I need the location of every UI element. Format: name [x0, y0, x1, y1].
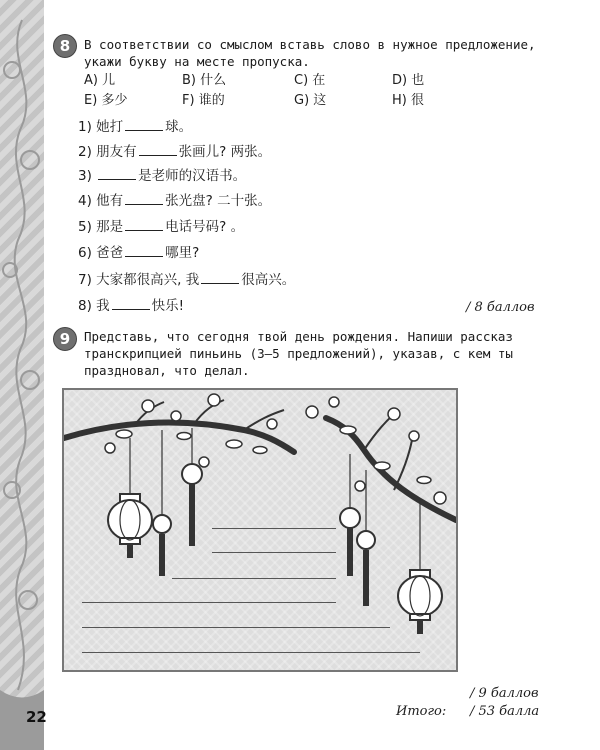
- writing-line[interactable]: [82, 602, 336, 603]
- sentence-before: 他有: [96, 193, 124, 209]
- writing-line[interactable]: [212, 552, 336, 553]
- task-9-instruction-line1: Представь, что сегодня твой день рождения. Напиши рассказ: [84, 329, 513, 344]
- sentence-after: 快乐!: [151, 298, 185, 314]
- task-8-instruction-line2: укажи букву на месте пропуска.: [84, 54, 310, 69]
- sentence-after: 电话号码? 。: [165, 219, 245, 235]
- option-d: [392, 72, 424, 89]
- option-word: 什么: [200, 73, 227, 88]
- sentence-after: 球。: [165, 119, 193, 135]
- sentence-after: 哪里?: [165, 245, 200, 261]
- option-h: [392, 92, 424, 109]
- option-word: 这: [313, 93, 327, 108]
- sentence-8: [78, 297, 184, 315]
- writing-line[interactable]: [82, 627, 390, 628]
- option-word: 多少: [101, 93, 128, 108]
- option-letter: A): [84, 73, 98, 88]
- sentence-after: 很高兴。: [241, 272, 296, 288]
- option-f: [182, 92, 225, 109]
- sentence-number: 3): [78, 168, 92, 184]
- option-letter: E): [84, 93, 98, 108]
- option-word: 很: [411, 93, 425, 108]
- option-letter: G): [294, 93, 310, 108]
- option-c: [294, 72, 325, 89]
- sentence-after: 张画儿? 两张。: [178, 144, 272, 160]
- option-g: [294, 92, 326, 109]
- task-8-instruction-line1: В соответствии со смыслом вставь слово в нужное предложение,: [84, 37, 536, 52]
- task-8-number-badge: 8: [53, 34, 77, 58]
- task-9-instruction: [84, 328, 513, 379]
- sentence-before: 那是: [96, 219, 124, 235]
- task-8-instruction: [84, 36, 536, 70]
- sentence-after: 是老师的汉语书。: [138, 168, 247, 184]
- option-letter: C): [294, 73, 309, 88]
- answer-blank[interactable]: [125, 192, 163, 205]
- task-8-score: / 8 баллов: [466, 300, 535, 315]
- sentence-number: 1): [78, 119, 92, 135]
- task-9-instruction-line2: транскрипцией пиньинь (3—5 предложений), указав, с кем ты: [84, 346, 513, 361]
- floral-pattern-icon: [0, 0, 44, 750]
- sentence-number: 6): [78, 245, 92, 261]
- sentence-after: 张光盘? 二十张。: [165, 193, 272, 209]
- option-e: [84, 92, 127, 109]
- sentence-3: [78, 167, 246, 185]
- writing-line[interactable]: [82, 652, 420, 653]
- total-score: / 53 балла: [470, 704, 540, 719]
- sentence-5: [78, 218, 244, 236]
- option-letter: B): [182, 73, 196, 88]
- sentence-before: 爸爸: [96, 245, 124, 261]
- option-word: 儿: [102, 73, 116, 88]
- total-label: Итого:: [396, 704, 447, 719]
- option-letter: D): [392, 73, 408, 88]
- sentence-number: 8): [78, 298, 92, 314]
- writing-line[interactable]: [212, 528, 336, 529]
- sentence-number: 5): [78, 219, 92, 235]
- option-a: [84, 72, 115, 89]
- sentence-before: 大家都很高兴, 我: [96, 272, 200, 288]
- writing-area-frame: [62, 388, 458, 672]
- writing-line[interactable]: [172, 578, 336, 579]
- answer-blank[interactable]: [98, 167, 136, 180]
- task-9-number-badge: 9: [53, 327, 77, 351]
- answer-blank[interactable]: [125, 218, 163, 231]
- sentence-before: 她打: [96, 119, 124, 135]
- sentence-7: [78, 271, 295, 289]
- task-9-score: / 9 баллов: [470, 686, 539, 701]
- sentence-number: 2): [78, 144, 92, 160]
- answer-blank[interactable]: [125, 118, 163, 131]
- lantern-branch-illustration-icon: [64, 390, 456, 670]
- answer-blank[interactable]: [112, 297, 150, 310]
- sentence-number: 4): [78, 193, 92, 209]
- sentence-2: [78, 143, 271, 161]
- answer-blank[interactable]: [125, 244, 163, 257]
- option-letter: H): [392, 93, 407, 108]
- task-9-instruction-line3: праздновал, что делал.: [84, 363, 250, 378]
- sentence-6: [78, 244, 199, 262]
- sentence-before: 我: [96, 298, 110, 314]
- option-b: [182, 72, 226, 89]
- option-word: 也: [411, 73, 425, 88]
- sentence-before: 朋友有: [96, 144, 137, 160]
- sentence-1: [78, 118, 192, 136]
- option-word: 谁的: [198, 93, 225, 108]
- answer-blank[interactable]: [139, 143, 177, 156]
- option-word: 在: [312, 73, 326, 88]
- page-number: 22: [26, 708, 47, 726]
- decorative-border-strip: [0, 0, 44, 750]
- sentence-4: [78, 192, 271, 210]
- option-letter: F): [182, 93, 195, 108]
- sentence-number: 7): [78, 272, 92, 288]
- answer-blank[interactable]: [201, 271, 239, 284]
